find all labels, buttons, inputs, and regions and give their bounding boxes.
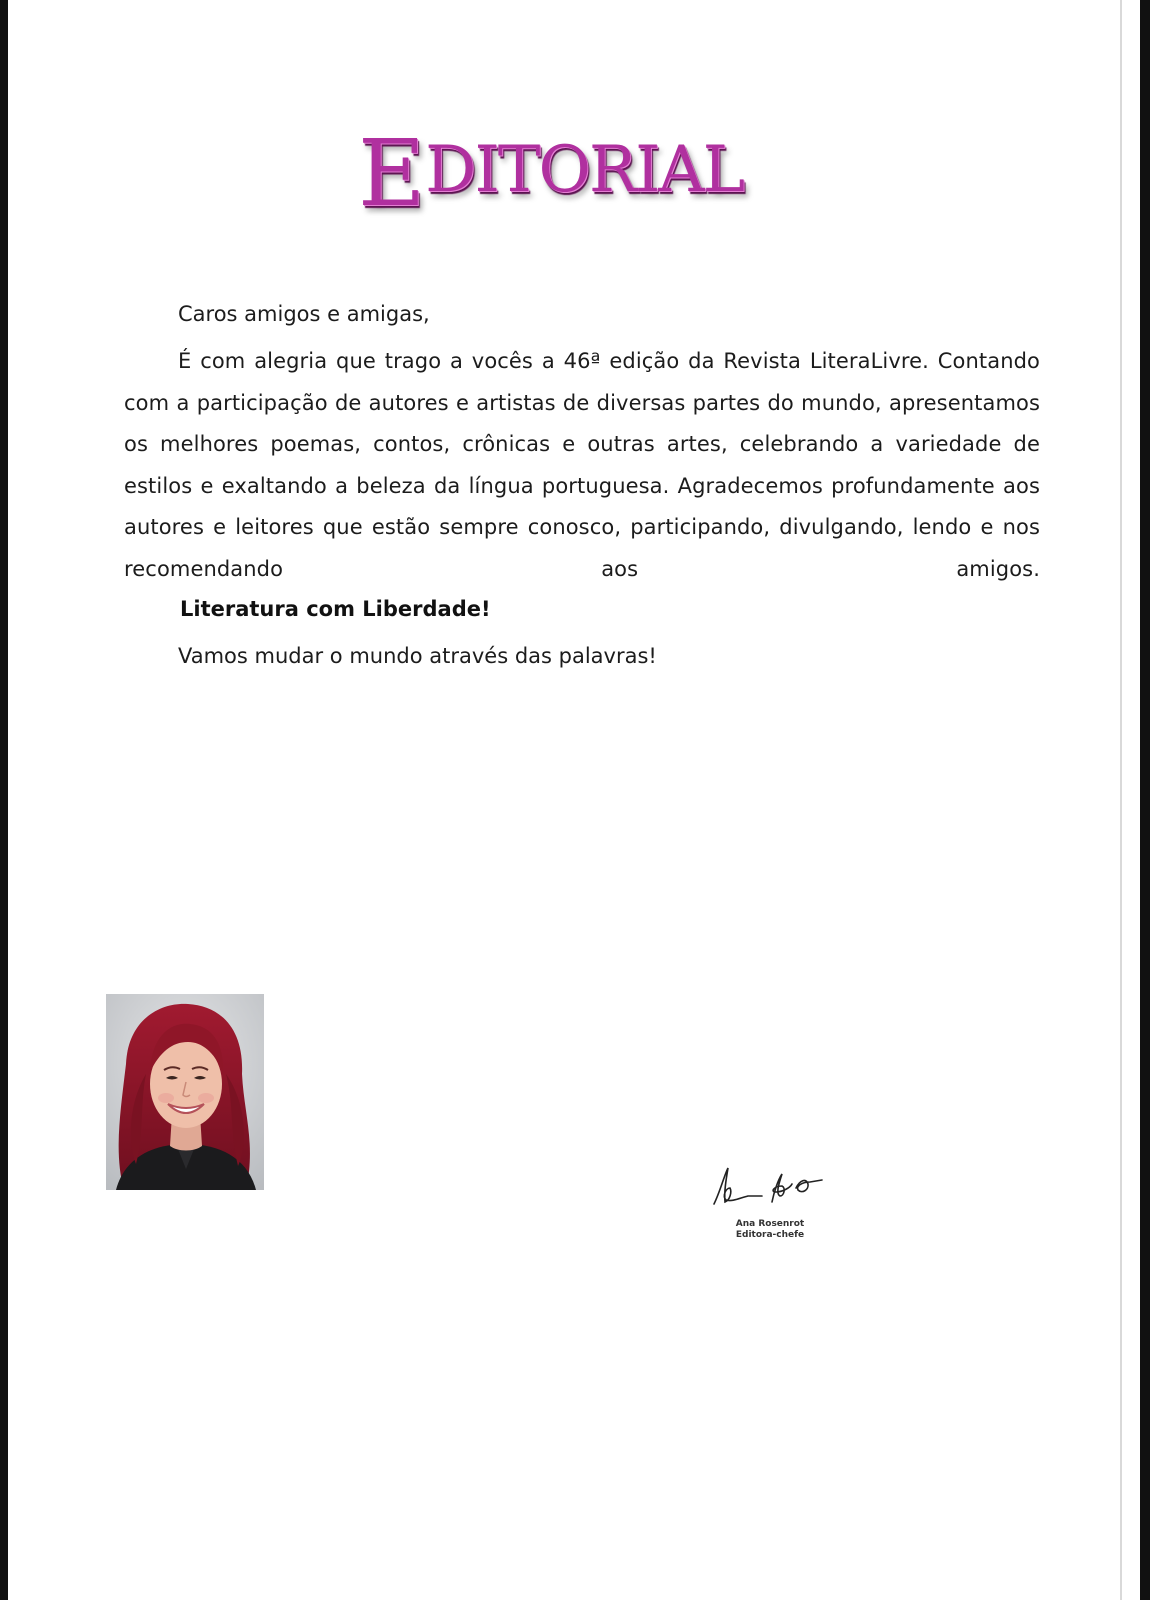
editorial-title	[358, 120, 808, 238]
signatory-role: Editora-chefe	[735, 1230, 805, 1240]
document-page	[8, 0, 1140, 1600]
editor-portrait-photo	[106, 994, 264, 1190]
letter-salutation: Caros amigos e amigas,	[178, 302, 430, 326]
letter-body-paragraph: É com alegria que trago a vocês a 46ª edição da Revista LiteraLivre. Contando com a participação de autores e artistas de diversas partes do mundo, apresentamos os melhores poemas, contos, crônicas e outras artes, celebrando a variedade de estilos e exaltando a beleza da língua portuguesa. Agradecemos profundamente aos autores e leitores que estão sempre conosco, participando, divulgando, lendo e nos recomendando aos amigos.	[124, 349, 1040, 581]
page-edge-divider	[1120, 0, 1122, 1600]
handwritten-signature	[710, 1162, 830, 1212]
title-initial: E	[358, 120, 426, 227]
title-rest: DITORIAL	[425, 133, 744, 207]
letter-slogan: Literatura com Liberdade!	[180, 597, 491, 621]
letter-closing: Vamos mudar o mundo através das palavras!	[178, 644, 657, 668]
signatory-name: Ana Rosenrot	[735, 1219, 805, 1229]
portrait-illustration	[106, 994, 264, 1190]
